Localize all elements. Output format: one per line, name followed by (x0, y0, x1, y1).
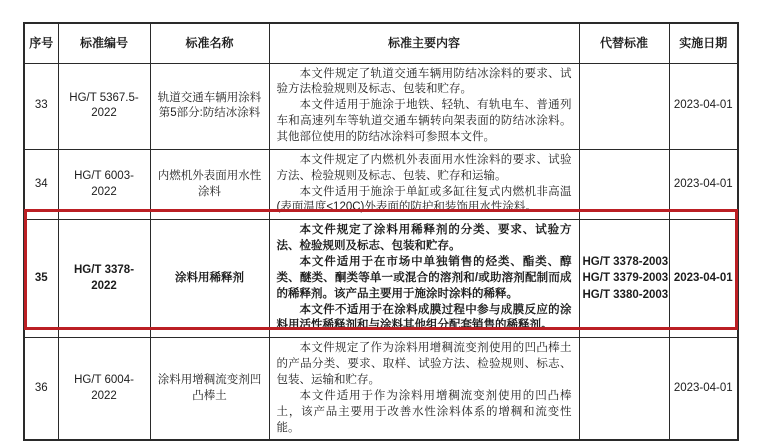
cell-serial-number: 36 (24, 338, 58, 441)
cell-implementation-date: 2023-04-01 (669, 338, 738, 441)
table-row (24, 63, 738, 149)
table-header-row (24, 23, 738, 63)
cell-implementation-date: 2023-04-01 (669, 63, 738, 149)
column-header: 实施日期 (669, 23, 738, 63)
replaced-standard: HG/T 3378-2003 (582, 255, 669, 268)
column-header: 序号 (24, 23, 58, 63)
cell-standard-content (269, 63, 579, 149)
cell-replaced-standards (579, 63, 669, 149)
content-paragraph: 本文件适用于施涂于地铁、轻轨、有轨电车、普通列车和高速列车等轨道交通车辆转向架表面的防结冰涂料。其他部位使用的防结冰涂料可参照本文件。 (276, 99, 572, 143)
cell-standard-code: HG/T 6004-2022 (58, 338, 150, 441)
content-paragraph: 本文件适用于在市场中单独销售的烃类、酯类、醇类、醚类、酮类等单一或混合的溶剂和/或助溶剂配制而成的稀释剂。该产品主要用于施涂时涂料的稀释。 (276, 255, 572, 300)
column-header: 标准编号 (58, 23, 150, 63)
cell-replaced-standards (579, 338, 669, 441)
content-paragraph: 本文件不适用于在涂料成膜过程中参与成膜反应的涂料用活性稀释剂和与涂料其他组分配套销售的稀释剂。 (276, 303, 572, 332)
cell-implementation-date: 2023-04-01 (669, 220, 738, 338)
column-header: 代替标准 (579, 23, 669, 63)
table-row (24, 338, 738, 441)
cell-replaced-standards (579, 149, 669, 219)
standards-table (23, 22, 739, 441)
cell-standard-name: 内燃机外表面用水性涂料 (150, 149, 269, 219)
table-row (24, 220, 738, 338)
cell-standard-name: 涂料用增稠流变剂凹凸棒土 (150, 338, 269, 441)
content-paragraph: 本文件适用于作为涂料用增稠流变剂使用的凹凸棒土，该产品主要用于改善水性涂料体系的增稠和流变性能。 (276, 389, 572, 434)
cell-standard-code: HG/T 5367.5-2022 (58, 63, 150, 149)
replaced-standard: HG/T 3380-2003 (582, 289, 669, 302)
content-paragraph: 本文件规定了作为涂料用增稠流变剂使用的凹凸棒土的产品分类、要求、取样、试验方法、检验规则、标志、包装、运输和贮存。 (276, 342, 572, 386)
content-paragraph: 本文件适用于施涂于单缸或多缸往复式内燃机非高温(表面温度<120C)外表面的防护和装饰用水性涂料。 (276, 185, 572, 214)
cell-serial-number: 33 (24, 63, 58, 149)
table-row (24, 149, 738, 219)
column-header: 标准主要内容 (269, 23, 579, 63)
content-paragraph: 本文件规定了内燃机外表面用水性涂料的要求、试验方法、检验规则及标志、包装、贮存和运输。 (276, 153, 572, 182)
column-header: 标准名称 (150, 23, 269, 63)
cell-standard-content (269, 220, 579, 338)
cell-standard-code: HG/T 6003-2022 (58, 149, 150, 219)
cell-standard-name: 轨道交通车辆用涂料 第5部分:防结冰涂料 (150, 63, 269, 149)
cell-serial-number: 35 (24, 220, 58, 338)
cell-standard-content (269, 338, 579, 441)
cell-standard-content (269, 149, 579, 219)
replaced-standard: HG/T 3379-2003 (582, 272, 669, 285)
content-paragraph: 本文件规定了轨道交通车辆用防结冰涂料的要求、试验方法检验规则及标志、包装和贮存。 (276, 67, 572, 96)
content-paragraph: 本文件规定了涂料用稀释剂的分类、要求、试验方法、检验规则及标志、包装和贮存。 (276, 224, 572, 253)
cell-replaced-standards (579, 220, 669, 338)
cell-standard-name: 涂料用稀释剂 (150, 220, 269, 338)
cell-implementation-date: 2023-04-01 (669, 149, 738, 219)
cell-serial-number: 34 (24, 149, 58, 219)
cell-standard-code: HG/T 3378-2022 (58, 220, 150, 338)
